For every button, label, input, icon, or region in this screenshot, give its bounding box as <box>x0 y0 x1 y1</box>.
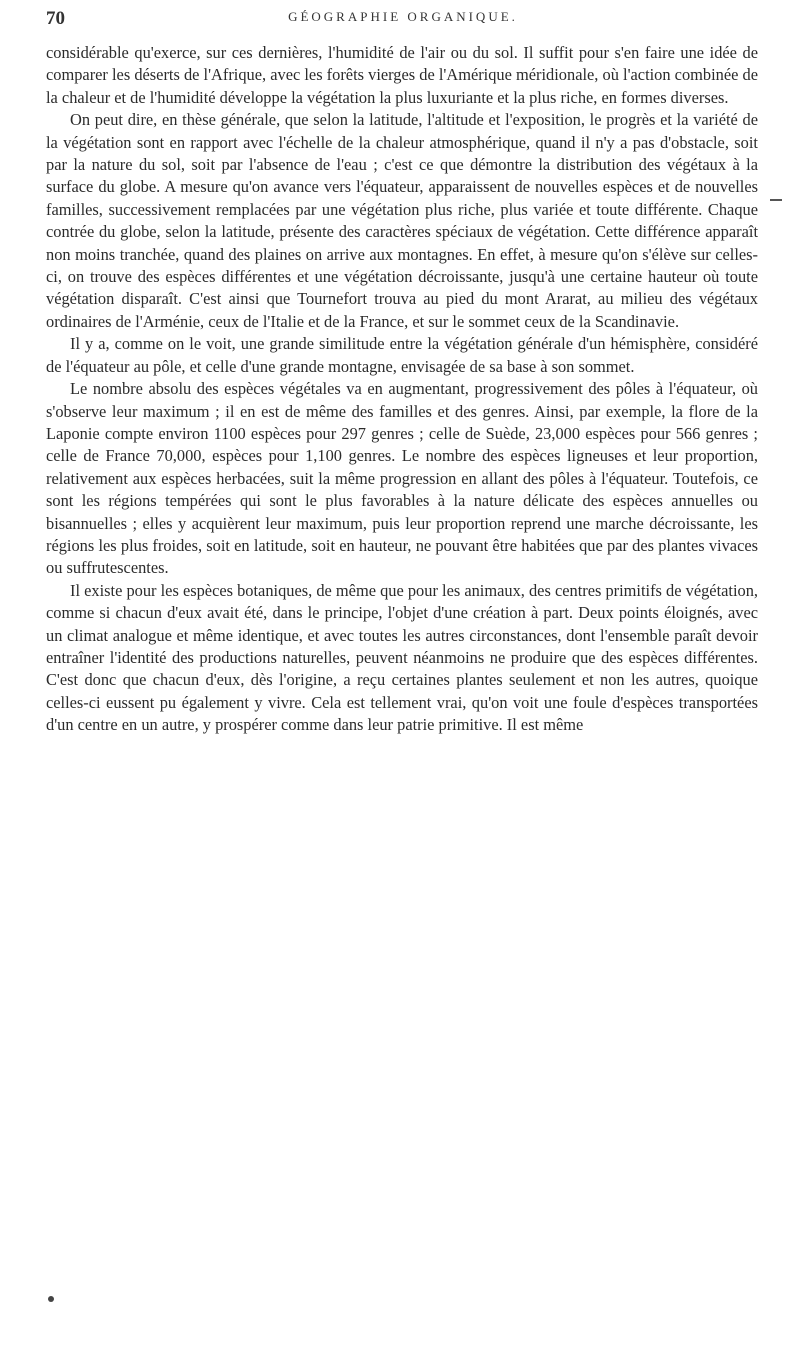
paragraph-1: considérable qu'exerce, sur ces dernières, l'humidité de l'air ou du sol. Il suffit pour s'en faire une idée de comparer les déserts de l'Afrique, avec les forêts vierges de l'Amérique méridionale, où l'action combinée de la chaleur et de l'humidité développe la végétation la plus luxuriante et la plus riche, en formes diverses. <box>46 43 758 107</box>
margin-mark <box>770 199 782 201</box>
signature-mark <box>48 1296 54 1302</box>
running-title: GÉOGRAPHIE ORGANIQUE. <box>288 9 518 24</box>
running-head <box>46 8 760 34</box>
paragraph-3: Il y a, comme on le voit, une grande similitude entre la végétation générale d'un hémisphère, considéré de l'équateur au pôle, et celle d'une grande montagne, envisagée de sa base à son sommet. <box>46 334 758 376</box>
paragraph-4: Le nombre absolu des espèces végétales va en augmentant, progressivement des pôles à l'équateur, où s'observe leur maximum ; il en est de même des familles et des genres. Ainsi, par exemple, la flore de la Laponie compte environ 1100 espèces pour 297 genres ; celle de Suède, 23,000 espèces pour 566 genres ; celle de France 70,000, espèces pour 1,100 genres. Le nombre des espèces ligneuses et leur proportion, relativement aux espèces herbacées, suit la même progression en allant des pôles à l'équateur. Toutefois, ce sont les régions tempérées qui sont le plus favorables à la nature délicate des espèces annuelles ou bisannuelles ; elles y acquièrent leur maximum, puis leur proportion reprend une marche décroissante, les régions les plus froides, soit en latitude, soit en hauteur, ne pouvant être habitées que par des plantes vivaces ou suffrutescentes. <box>46 379 758 578</box>
paragraph-5: Il existe pour les espèces botaniques, de même que pour les animaux, des centres primitifs de végétation, comme si chacun d'eux avait été, dans le principe, l'objet d'une création à part. Deux points éloignés, avec un climat analogue et même identique, et avec toutes les autres circonstances, dont l'ensemble paraît devoir entraîner l'identité des productions naturelles, peuvent néanmoins ne produire que des espèces différentes. C'est donc que chacun d'eux, dès l'origine, a reçu certaines plantes seulement et non les autres, quoique celles-ci eussent pu également y vivre. Cela est tellement vrai, qu'on voit une foule d'espèces transportées d'un centre en un autre, y prospérer comme dans leur patrie primitive. Il est même <box>46 580 758 735</box>
body-text <box>46 42 758 737</box>
paragraph-2: On peut dire, en thèse générale, que selon la latitude, l'altitude et l'exposition, le progrès et la variété de la végétation sont en rapport avec l'échelle de la chaleur atmosphérique, quand il n'y a pas d'obstacle, soit par la nature du sol, soit par l'absence de l'eau ; c'est ce que démontre la distribution des végétaux à la surface du globe. A mesure qu'on avance vers l'équateur, apparaissent de nouvelles espèces et de nouvelles familles, successivement remplacées par une végétation plus riche, plus variée et toute différente. Chaque contrée du globe, selon la latitude, présente des caractères spéciaux de végétation. Cette différence apparaît non moins tranchée, quand des plaines on arrive aux montagnes. En effet, à mesure qu'on s'élève sur celles-ci, on trouve des espèces différentes et une végétation décroissante, jusqu'à une certaine hauteur où toute végétation disparaît. C'est ainsi que Tournefort trouva au pied du mont Ararat, au milieu des végétaux ordinaires de l'Arménie, ceux de l'Italie et de la France, et sur le sommet ceux de la Scandinavie. <box>46 110 758 331</box>
page-number: 70 <box>46 8 65 29</box>
